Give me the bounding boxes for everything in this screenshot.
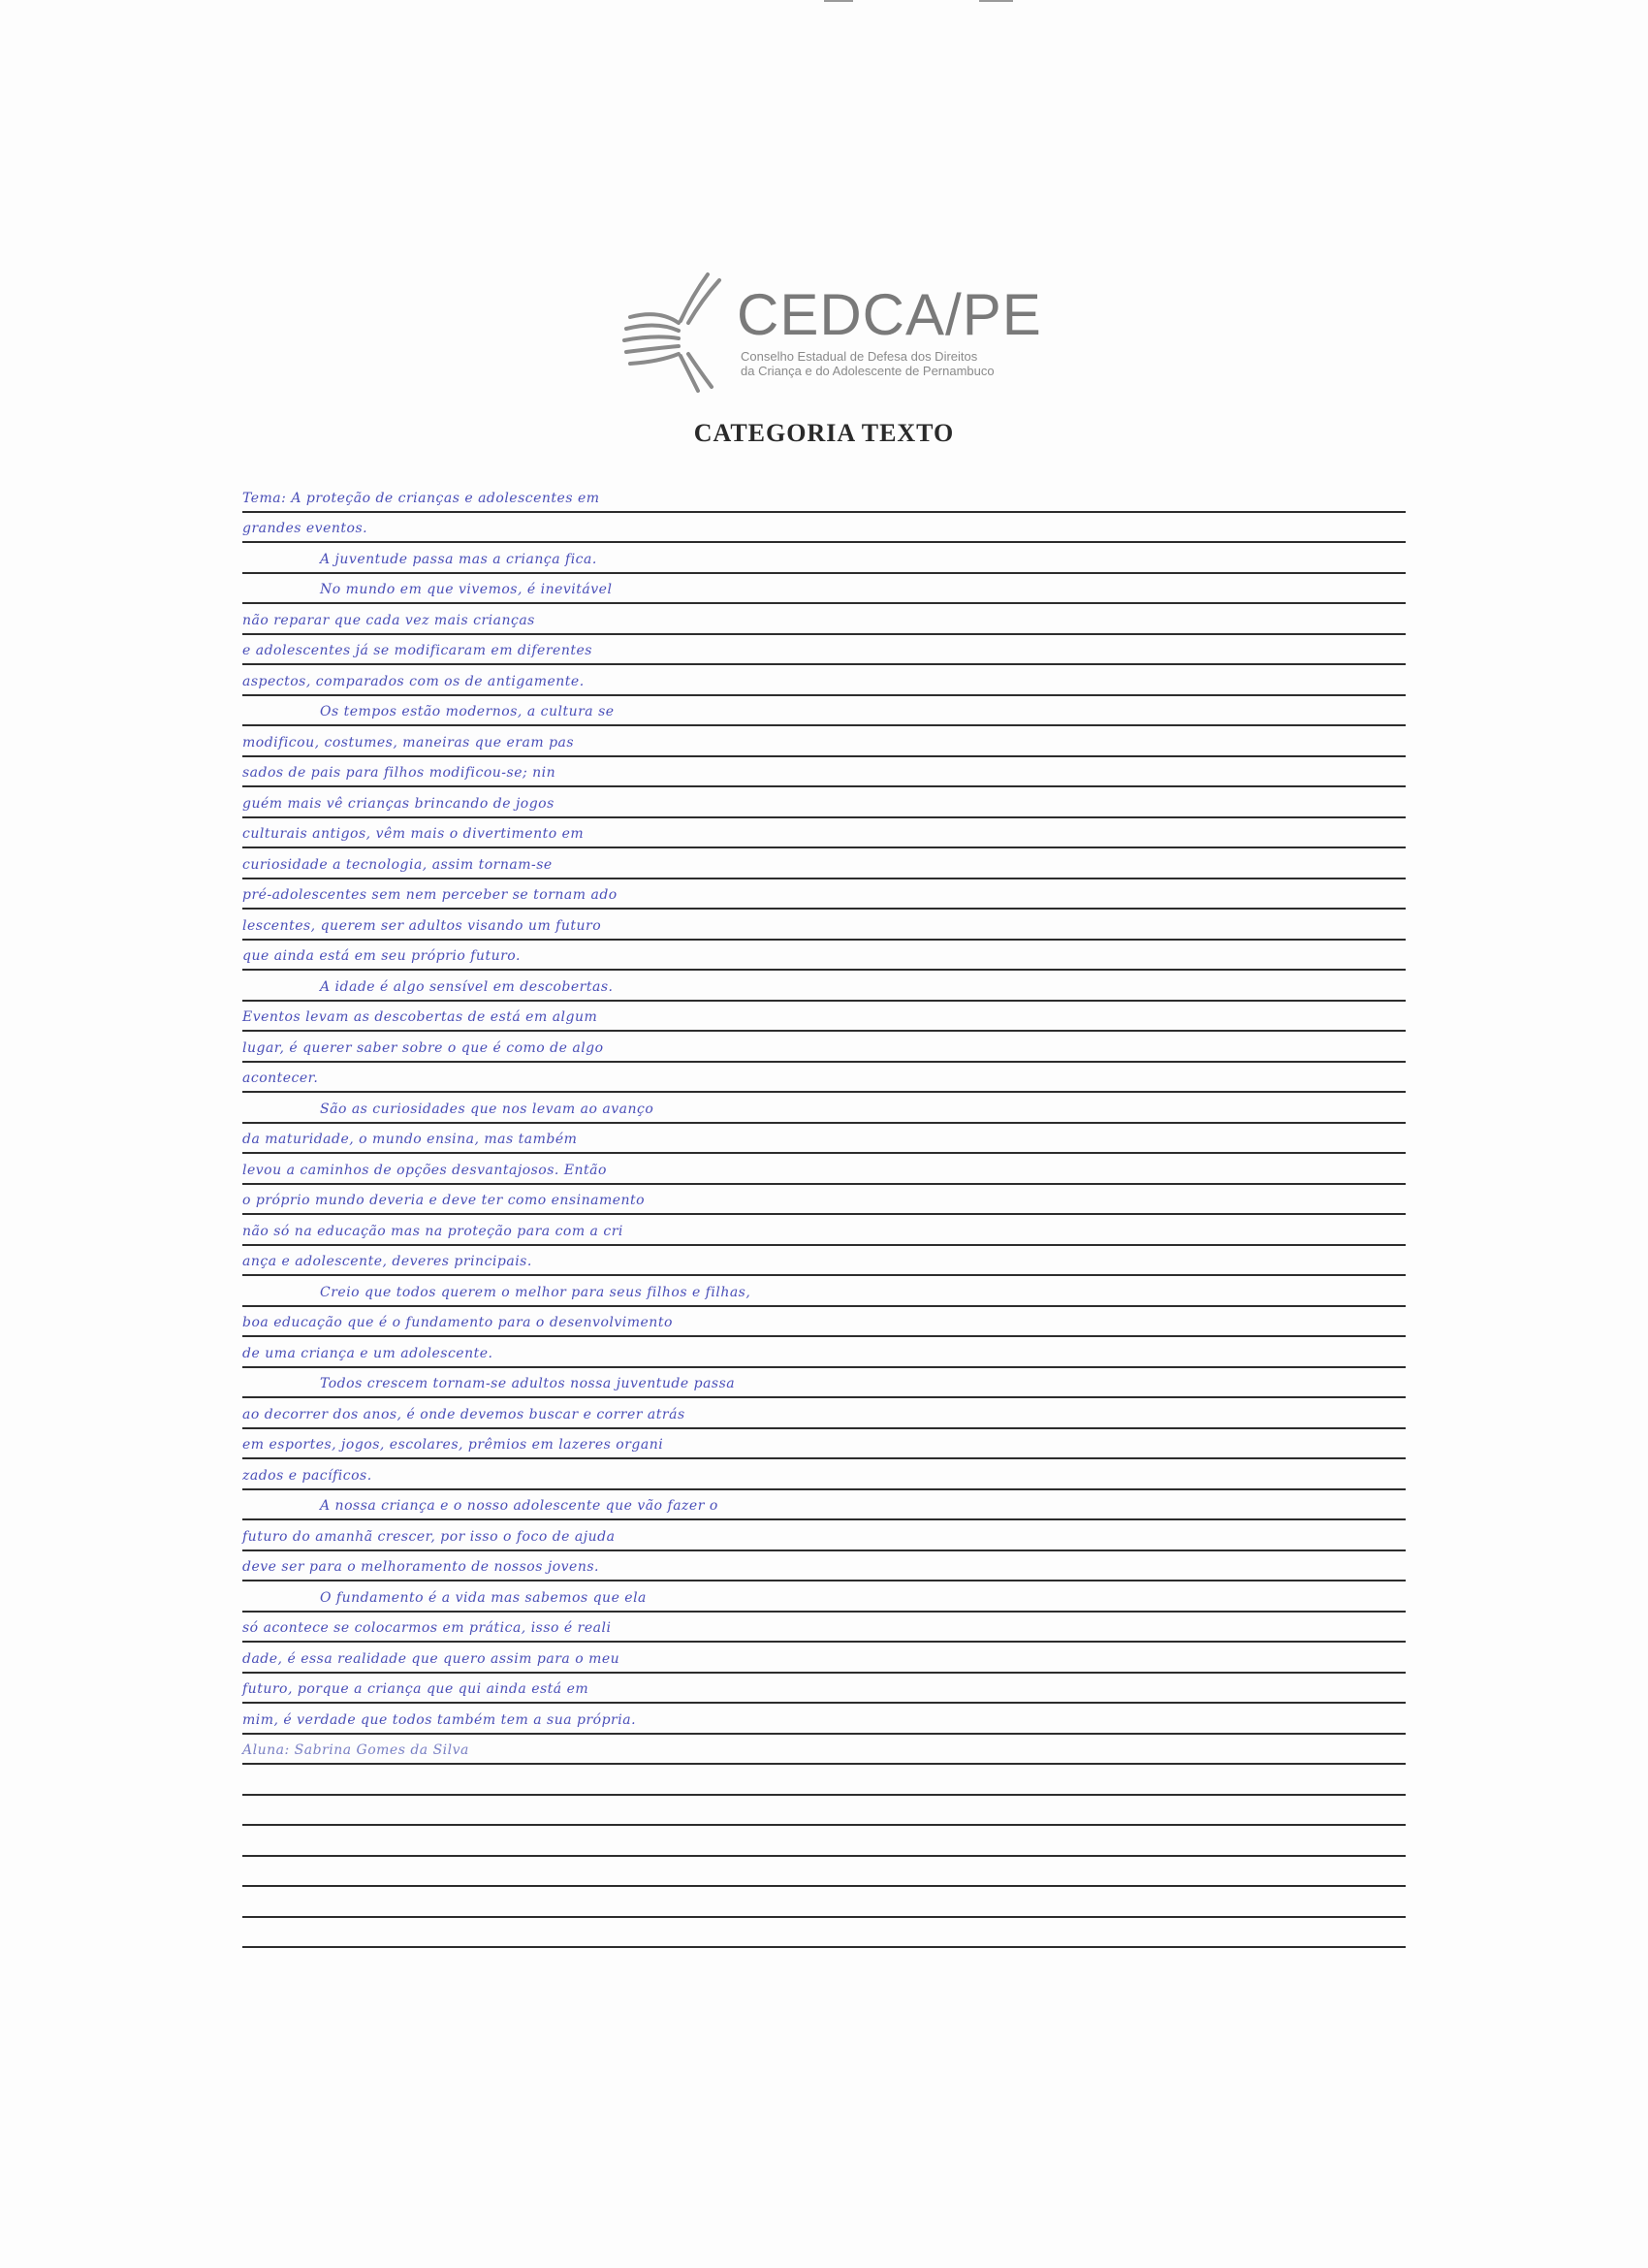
student-signature: Aluna: Sabrina Gomes da Silva <box>242 1742 469 1758</box>
scan-artifact <box>824 0 853 2</box>
essay-line: Eventos levam as descobertas de está em algum <box>242 1009 598 1025</box>
essay-line: São as curiosidades que nos levam ao avanço <box>320 1101 654 1117</box>
essay-line: O fundamento é a vida mas sabemos que ela <box>320 1589 647 1606</box>
scan-artifact <box>979 0 1013 2</box>
essay-line: A idade é algo sensível em descobertas. <box>320 978 614 995</box>
essay-line: Os tempos estão modernos, a cultura se <box>320 704 615 719</box>
essay-line: de uma criança e um adolescente. <box>242 1345 493 1361</box>
cedca-emblem-icon <box>620 267 727 393</box>
essay-line: futuro, porque a criança que qui ainda está em <box>242 1681 589 1697</box>
ruled-line <box>242 1855 1406 1857</box>
essay-line: ao decorrer dos anos, é onde devemos buscar e correr atrás <box>242 1406 685 1422</box>
essay-line: boa educação que é o fundamento para o desenvolvimento <box>242 1315 673 1330</box>
essay-line: não reparar que cada vez mais crianças <box>242 612 535 628</box>
essay-line: lescentes, querem ser adultos visando um futuro <box>242 917 602 934</box>
essay-line: pré-adolescentes sem nem perceber se tornam ado <box>242 887 618 903</box>
ruled-line <box>242 1794 1406 1796</box>
essay-line: A nossa criança e o nosso adolescente que vão fazer o <box>320 1498 718 1514</box>
essay-line: da maturidade, o mundo ensina, mas também <box>242 1132 578 1147</box>
ruled-line <box>242 1824 1406 1826</box>
essay-line: e adolescentes já se modificaram em diferentes <box>242 643 592 658</box>
cedca-logo <box>620 267 1042 393</box>
essay-line: levou a caminhos de opções desvantajosos. Então <box>242 1162 607 1178</box>
essay-line: modificou, costumes, maneiras que eram pas <box>242 734 575 751</box>
essay-line: mim, é verdade que todos também tem a sua própria. <box>242 1711 637 1728</box>
ruled-line <box>242 1916 1406 1918</box>
essay-line: grandes eventos. <box>242 521 368 536</box>
essay-line: zados e pacíficos. <box>242 1467 372 1484</box>
logo-subtitle-line-1: Conselho Estadual de Defesa dos Direitos <box>741 349 978 364</box>
essay-line: No mundo em que vivemos, é inevitável <box>320 582 613 597</box>
logo-title: CEDCA/PE <box>737 282 1042 347</box>
essay-line: que ainda está em seu próprio futuro. <box>242 948 521 964</box>
essay-line: guém mais vê crianças brincando de jogos <box>242 795 555 812</box>
essay-line: deve ser para o melhoramento de nossos jovens. <box>242 1559 599 1575</box>
essay-line: o próprio mundo deveria e deve ter como ensinamento <box>242 1193 646 1208</box>
essay-line: só acontece se colocarmos em prática, isso é reali <box>242 1620 612 1636</box>
essay-line: futuro do amanhã crescer, por isso o foco de ajuda <box>242 1528 616 1545</box>
essay-line: não só na educação mas na proteção para com a cri <box>242 1223 623 1239</box>
ruled-line <box>242 1946 1406 1948</box>
essay-line: sados de pais para filhos modificou-se; nin <box>242 765 556 781</box>
essay-line: acontecer. <box>242 1070 319 1086</box>
essay-line: ança e adolescente, deveres principais. <box>242 1254 532 1269</box>
logo-subtitle-line-2: da Criança e do Adolescente de Pernambuco <box>741 364 995 378</box>
category-heading: CATEGORIA TEXTO <box>693 419 955 447</box>
essay-line: A juventude passa mas a criança fica. <box>320 551 597 567</box>
essay-line: culturais antigos, vêm mais o divertimento em <box>242 826 585 842</box>
essay-line: Tema: A proteção de crianças e adolescentes em <box>242 490 600 506</box>
essay-line: aspectos, comparados com os de antigamente. <box>242 673 585 689</box>
essay-line: Creio que todos querem o melhor para seus filhos e filhas, <box>320 1284 751 1300</box>
essay-line: curiosidade a tecnologia, assim tornam-se <box>242 856 553 873</box>
essay-line: dade, é essa realidade que quero assim para o meu <box>242 1650 620 1667</box>
essay-line: lugar, é querer saber sobre o que é como de algo <box>242 1039 604 1056</box>
essay-line: Todos crescem tornam-se adultos nossa juventude passa <box>320 1376 736 1391</box>
essay-line: em esportes, jogos, escolares, prêmios em lazeres organi <box>242 1437 664 1453</box>
ruled-line <box>242 1885 1406 1887</box>
